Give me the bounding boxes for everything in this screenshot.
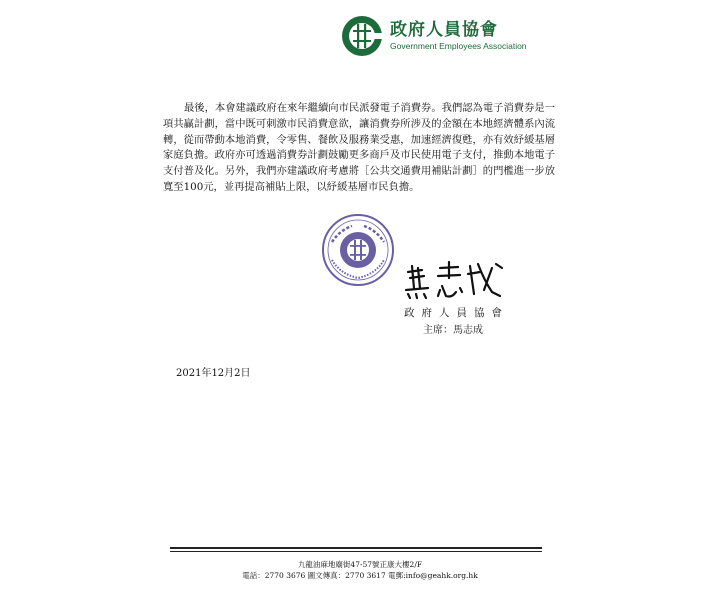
body-paragraph: 最後，本會建議政府在來年繼續向市民派發電子消費券。我們認為電子消費券是一項共贏計劃，當中既可刺激市民消費意欲，讓消費券所涉及的金額在本地經濟體系內流轉，從而帶動本地消費，令零售、餐飲及服務業受惠，加速經濟復甦，亦有效紓緩基層家庭負擔。政府亦可透過消費券計劃鼓勵更多商戶及市民使用電子支付，推動本地電子支付普及化。另外，我們亦建議政府考慮將［公共交通費用補貼計劃］的門檻進一步放寬至100元，並再提高補貼上限，以紓緩基層市民負擔。 (163, 102, 555, 193)
footer-contact: 電話：2770 3676 圖文傳真：2770 3617 電郵:info@geahk.org.hk (242, 571, 478, 580)
footer-rule-thin (170, 551, 542, 552)
letterhead-name-cn: 政府人員協會 (390, 20, 498, 40)
association-logo-icon (340, 14, 384, 58)
letter-date: 2021年12月2日 (176, 368, 251, 379)
signatory-chairman: 主席：馬志成 (423, 325, 483, 336)
footer-address: 九龍油麻地廟街47-57號正康大樓2/F (297, 560, 423, 569)
handwritten-signature (400, 258, 510, 300)
footer-rule (170, 547, 542, 549)
signatory-organization: 政府人員協會 (404, 307, 509, 319)
letter-body (163, 101, 555, 196)
letterhead-name-en: Government Employees Association (390, 41, 527, 51)
association-seal (320, 212, 396, 288)
letterhead (340, 14, 527, 58)
